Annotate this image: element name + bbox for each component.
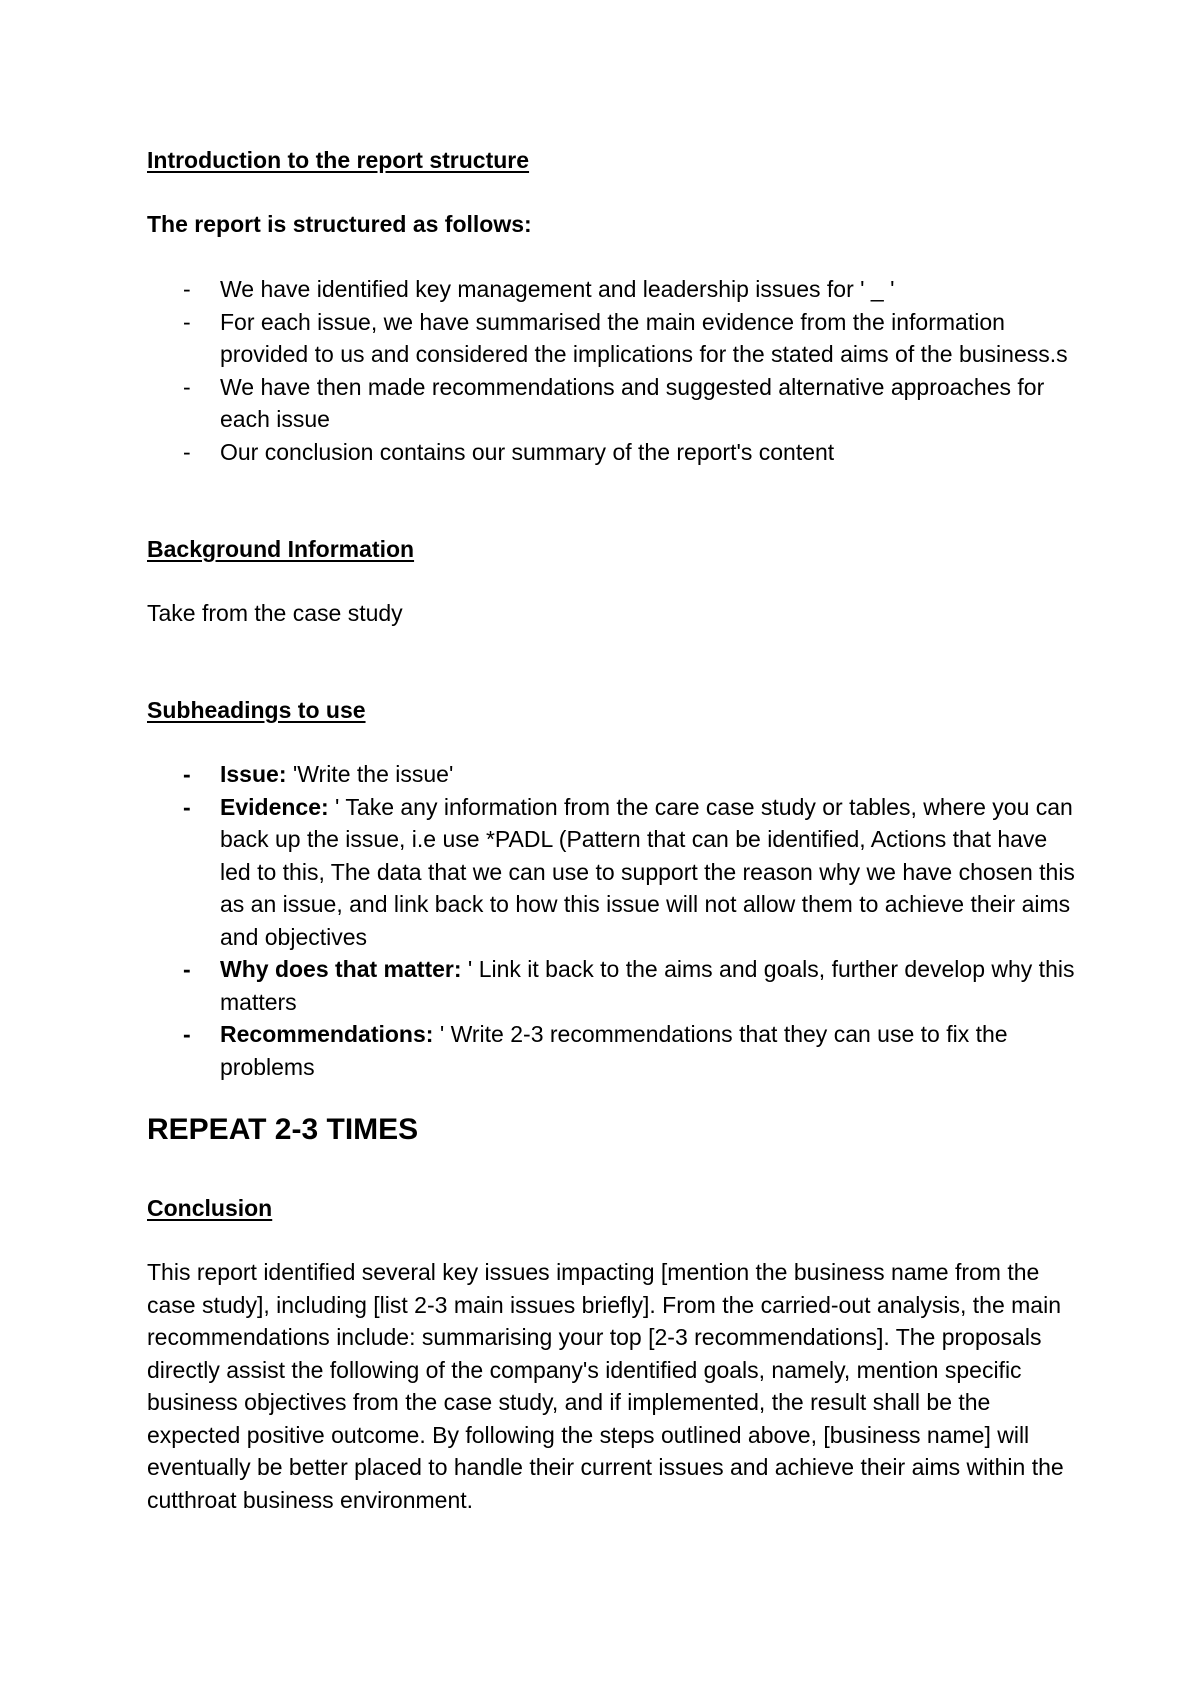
list-item	[147, 371, 1077, 436]
background-heading: Background Information	[147, 536, 415, 562]
dash-marker: -	[183, 308, 191, 335]
dash-marker: -	[183, 956, 191, 982]
conclusion-heading: Conclusion	[147, 1195, 273, 1221]
dash-marker: -	[183, 761, 191, 787]
list-item-text: ' Link it back to the aims and goals, further develop why this matters	[220, 956, 1075, 1015]
list-item	[147, 1018, 1077, 1083]
list-item	[147, 791, 1077, 954]
list-item-text: 'Write the issue'	[286, 761, 454, 787]
list-item-text: ' Take any information from the care case study or tables, where you can back up the issue, i.e use *PADL (Pattern that can be identified, Actions that have led to this, The data that we can use to support the reason why we have chosen this as an issue, and link back to how this issue will not allow them to achieve their aims and objectives	[220, 793, 1075, 950]
list-item	[147, 436, 1077, 469]
list-item-text: ' Write 2-3 recommendations that they can use to fix the problems	[220, 1021, 1008, 1080]
list-item	[147, 273, 1077, 306]
list-item-label: Why does that matter:	[220, 956, 462, 982]
dash-marker: -	[183, 1021, 191, 1047]
intro-heading: Introduction to the report structure	[147, 147, 530, 173]
intro-list	[147, 273, 1077, 468]
list-item-label: Issue:	[220, 761, 287, 787]
subheadings-list	[147, 758, 1077, 1083]
list-item-text: Our conclusion contains our summary of the report's content	[220, 438, 835, 465]
dash-marker: -	[183, 276, 191, 302]
list-item-text: We have then made recommendations and suggested alternative approaches for each issue	[220, 373, 1045, 432]
list-item-text: For each issue, we have summarised the main evidence from the information provided to us and considered the implications for the stated aims of the business.s	[220, 308, 1068, 367]
dash-marker: -	[183, 438, 191, 465]
list-item	[147, 953, 1077, 1018]
repeat-heading: REPEAT 2-3 TIMES	[147, 1113, 419, 1146]
list-item-label: Recommendations:	[220, 1021, 434, 1047]
list-item	[147, 758, 1077, 791]
list-item-text: We have identified key management and leadership issues for ' _ '	[220, 276, 895, 302]
background-text: Take from the case study	[147, 600, 403, 626]
conclusion-text: This report identified several key issues impacting [mention the business name from the case study], including [list 2-3 main issues briefly]. From the carried-out analysis, the main recommendations include: summarising your top [2-3 recommendations]. The proposals directly assist the following of the company's identified goals, namely, mention specific business objectives from the case study, and if implemented, the result shall be the expected positive outcome. By following the steps outlined above, [business name] will eventually be better placed to handle their current issues and achieve their aims within the cutthroat business environment.	[147, 1259, 1064, 1513]
subheadings-heading: Subheadings to use	[147, 697, 366, 723]
intro-subheading: The report is structured as follows:	[147, 211, 532, 237]
dash-marker: -	[183, 373, 191, 400]
list-item	[147, 306, 1077, 371]
list-item-label: Evidence:	[220, 793, 329, 820]
dash-marker: -	[183, 793, 191, 820]
